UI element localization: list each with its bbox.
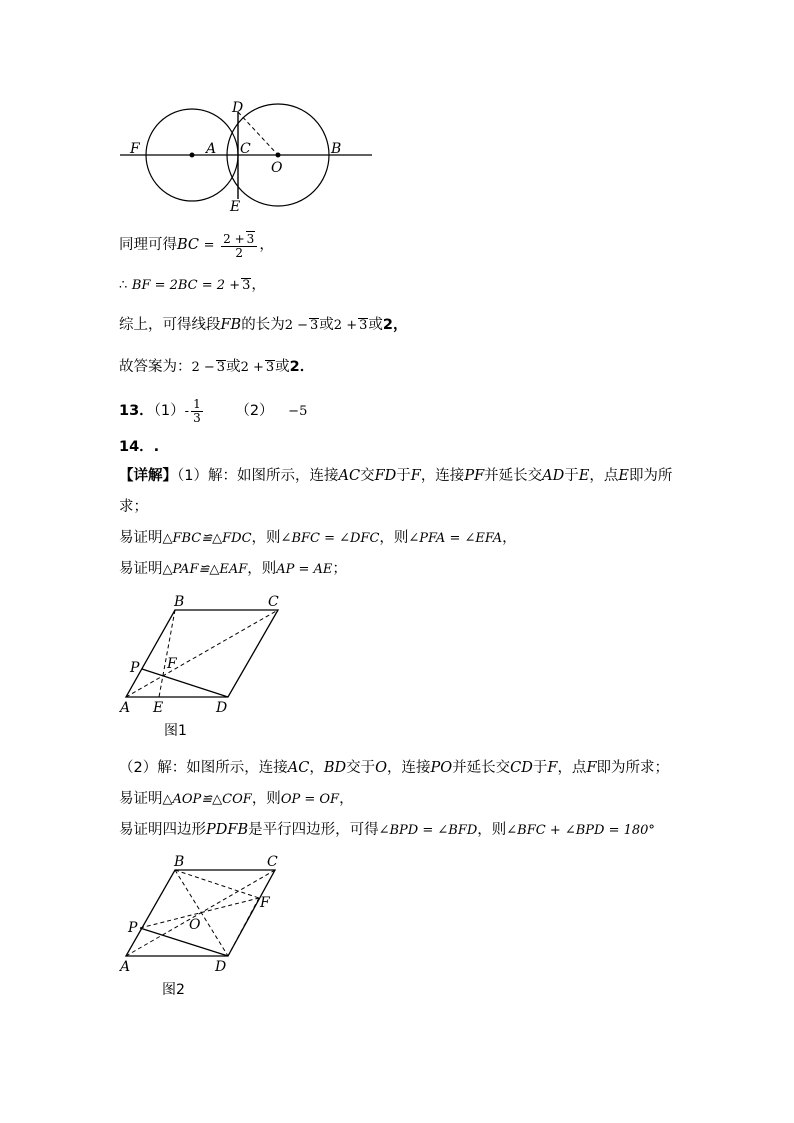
center-o-dot — [276, 153, 281, 158]
sqrt: 3 — [242, 278, 251, 293]
math: E — [578, 468, 590, 484]
segment-pd — [140, 928, 228, 956]
math: PO — [430, 760, 453, 776]
text: ，则 — [477, 822, 507, 838]
text: ，则 — [247, 561, 277, 577]
label-d: D — [232, 100, 244, 116]
figure-2-caption: 图2 — [162, 982, 185, 998]
text: 综上，可得线段 — [119, 317, 221, 333]
math: ∠PFA = ∠EFA — [408, 531, 503, 546]
text: ， — [339, 791, 354, 807]
question-number: 13． — [119, 403, 154, 419]
label-d: D — [215, 959, 227, 975]
fraction — [221, 231, 257, 260]
detail-2-line-1 — [119, 758, 669, 778]
math: AC — [338, 468, 361, 484]
math: CD — [510, 760, 533, 776]
label-a: A — [120, 959, 131, 975]
math: F — [410, 468, 421, 484]
denominator: 2 — [235, 245, 244, 260]
detail-1-line-4 — [119, 559, 347, 580]
figure-1 — [112, 590, 292, 745]
text: 解：如图所示，连接 — [207, 468, 339, 484]
text: 交于 — [346, 760, 376, 776]
line-bc-value — [119, 228, 274, 263]
text: 或 — [226, 359, 241, 375]
label-a: A — [120, 700, 131, 716]
text: 或 — [275, 359, 290, 375]
label-e: E — [153, 700, 164, 716]
left-center-dot — [190, 153, 195, 158]
label-p: P — [130, 660, 140, 676]
text: ，则 — [251, 791, 281, 807]
part-label: （2） — [119, 760, 158, 776]
denominator: 3 — [193, 410, 201, 425]
math-fb: FB — [220, 317, 242, 333]
text: ； — [332, 561, 347, 577]
text: 于 — [396, 468, 411, 484]
sqrt: 3 — [310, 318, 319, 333]
math-bc: BC — [177, 237, 200, 253]
text: 并延长交 — [484, 468, 543, 484]
text: 解：如图所示，连接 — [157, 760, 288, 776]
part-2: （2） — [235, 403, 274, 419]
label-c: C — [267, 854, 278, 870]
text: 即为所求； — [596, 760, 669, 776]
text: 交 — [360, 468, 375, 484]
dashed-ac — [126, 870, 275, 956]
label-a: A — [206, 141, 217, 157]
question-14: 14．. — [119, 439, 160, 455]
figure-2 — [112, 850, 292, 1005]
math: ∠BPD = ∠BFD — [378, 823, 478, 838]
text: 故答案为： — [119, 359, 192, 375]
label-p: P — [128, 920, 138, 936]
math: PDFB — [206, 822, 249, 838]
fraction — [191, 398, 203, 425]
text: 或 — [319, 317, 334, 333]
detail-label: 【详解】 — [119, 468, 177, 484]
sqrt: 3 — [265, 360, 275, 375]
label-d: D — [216, 700, 228, 716]
line-bf-value — [119, 275, 266, 296]
math: 2 + — [333, 318, 358, 333]
math: FD — [374, 468, 397, 484]
math: E — [618, 468, 629, 484]
text: 易证明 — [119, 530, 163, 546]
text: ， — [309, 760, 324, 776]
text: 易证明 — [119, 561, 163, 577]
math: 2 − — [191, 360, 215, 375]
dashed-bf — [175, 870, 259, 898]
text: 易证明 — [119, 791, 163, 807]
math: F — [586, 760, 597, 776]
part-1: （1） — [153, 403, 185, 419]
math: OP = OF — [280, 792, 340, 807]
detail-1-line-1 — [119, 466, 672, 486]
text: ，连接 — [420, 468, 465, 484]
label-c: C — [268, 594, 279, 610]
text: ，则 — [251, 530, 281, 546]
line-answer — [119, 357, 314, 378]
line-conclusion — [119, 315, 407, 336]
sqrt: 3 — [359, 318, 368, 333]
sqrt: 3 — [216, 360, 226, 375]
math: ∠BFC = ∠DFC — [280, 531, 380, 546]
math: PF — [464, 468, 485, 484]
numerator: 1 — [193, 396, 201, 411]
math: AD — [542, 468, 565, 484]
comma: ， — [251, 277, 266, 293]
math: ∠BFC + ∠BPD = 180° — [506, 823, 655, 838]
math: BD — [323, 760, 347, 776]
math: 2 + — [240, 360, 264, 375]
math: AC — [287, 760, 310, 776]
minus: - — [184, 404, 190, 419]
two-circles-figure — [110, 95, 380, 220]
text: 即为所 — [628, 468, 673, 484]
text: ， — [502, 530, 517, 546]
math: 2 − — [284, 318, 309, 333]
answer-2: −5 — [288, 404, 308, 419]
text: 并延长交 — [452, 760, 511, 776]
therefore: ∴ — [119, 278, 128, 293]
math: AP = AE — [276, 562, 333, 577]
text: 2， — [382, 317, 408, 333]
text: 的长为 — [241, 317, 285, 333]
segment-pd — [142, 669, 228, 697]
text: 2． — [289, 359, 315, 375]
detail-1-line-3 — [119, 528, 517, 549]
comma: ， — [259, 237, 274, 253]
text: 易证明四边形 — [119, 822, 206, 838]
detail-1-line-2: 求； — [119, 499, 148, 515]
text: 或 — [368, 317, 383, 333]
text: 同理可得 — [119, 237, 177, 253]
label-f: F — [130, 141, 140, 157]
text: 是平行四边形，可得 — [248, 822, 379, 838]
math: △PAF≌△EAF — [162, 562, 248, 577]
text: ，连接 — [386, 760, 431, 776]
num-a: 2 + — [223, 231, 245, 246]
label-o: O — [189, 917, 201, 933]
dashed-ac — [126, 610, 278, 697]
label-e: E — [230, 199, 241, 215]
label-c: C — [240, 141, 251, 157]
label-f: F — [260, 895, 270, 911]
label-o: O — [271, 160, 283, 176]
text: 于 — [532, 760, 548, 776]
math: △FBC≌△FDC — [162, 531, 252, 546]
text: ，点 — [589, 468, 619, 484]
text: ，则 — [379, 530, 409, 546]
text: ，点 — [557, 760, 587, 776]
question-13 — [119, 394, 307, 429]
part-label: （1） — [177, 468, 208, 484]
detail-2-line-3 — [119, 820, 655, 841]
detail-2-line-2 — [119, 789, 354, 810]
sqrt: 3 — [246, 231, 255, 246]
math: O — [375, 760, 387, 776]
math: F — [547, 760, 558, 776]
figure-1-caption: 图1 — [164, 723, 187, 739]
label-b: B — [174, 854, 185, 870]
label-f: F — [167, 656, 177, 672]
math: △AOP≌△COF — [162, 792, 252, 807]
math-bf: BF = 2BC = 2 + — [131, 278, 241, 293]
text: 于 — [564, 468, 579, 484]
label-b: B — [174, 594, 185, 610]
label-b: B — [331, 141, 342, 157]
equals: = — [203, 238, 215, 253]
